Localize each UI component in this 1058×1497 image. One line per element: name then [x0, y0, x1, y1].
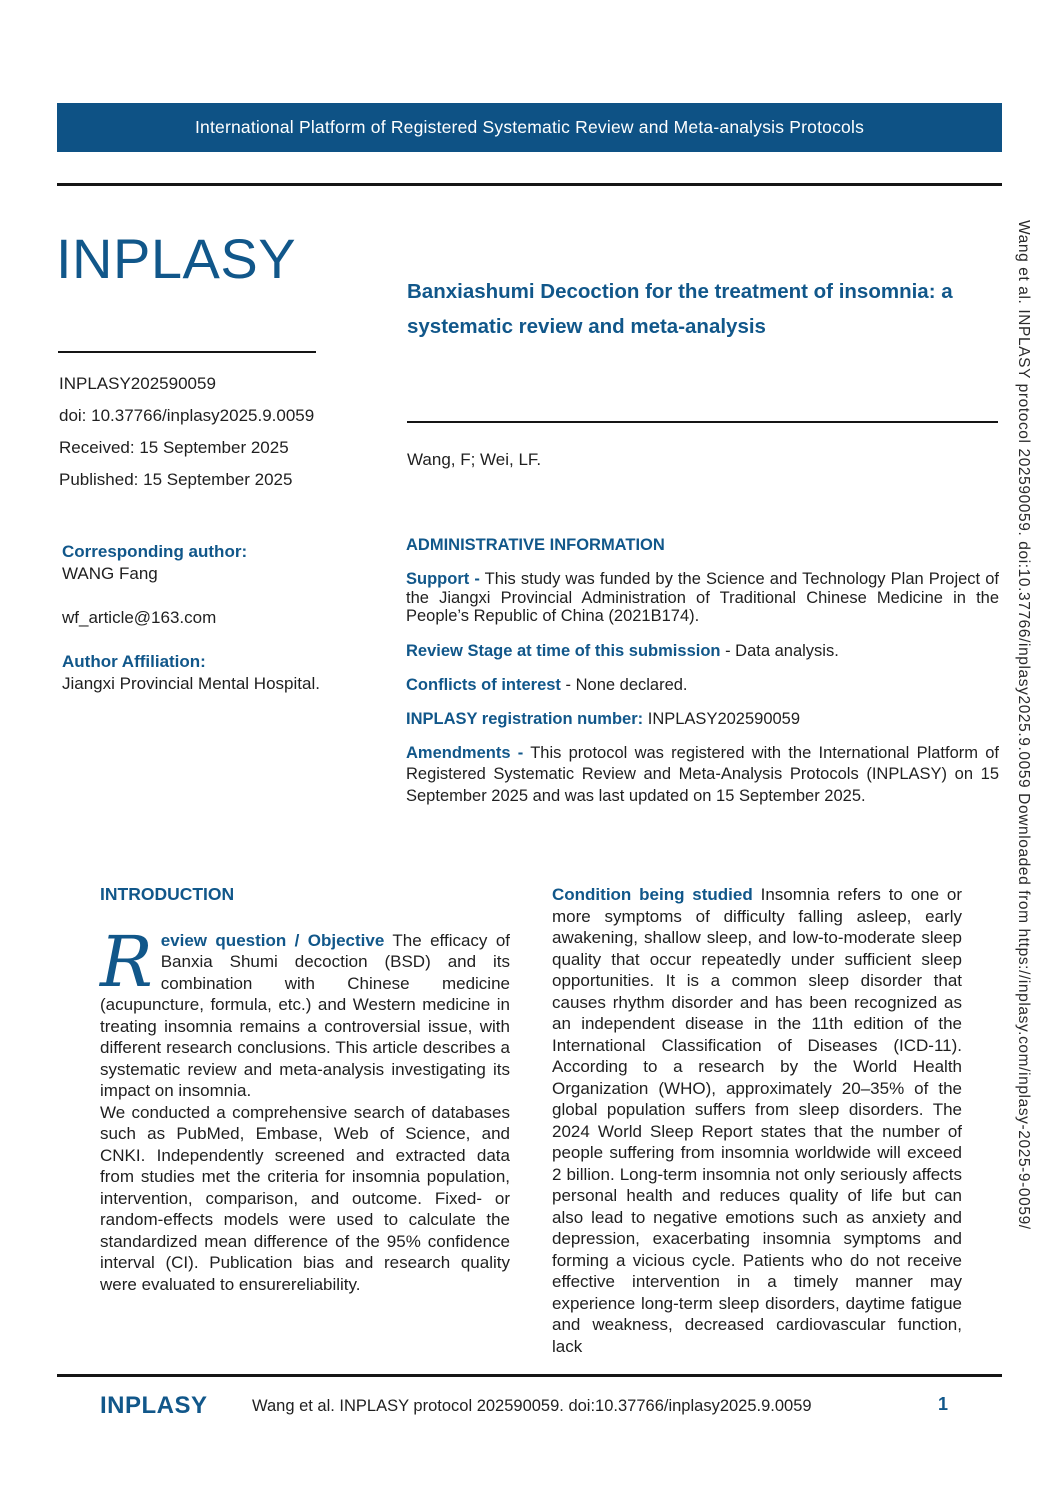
received-date: Received: 15 September 2025: [59, 438, 289, 457]
review-stage-line: [406, 641, 999, 661]
corresponding-author-label: Corresponding author:: [62, 542, 248, 561]
footer-divider: [57, 1374, 1002, 1377]
condition-text: Insomnia refers to one or more symptoms of difficulty falling asleep, early awakening, shallow sleep, and low-to-moderate sleep quality that occur repeatedly under sufficient sleep opportunities. It is a common sleep disorder that causes rhythm disorder and has been recognized as an independent disease in the 11th edition of the International Classification of Diseases (ICD-11). According to a research by the World Health Organization (WHO), approximately 20–35% of the global population suffers from sleep disorders. The 2024 World Sleep Report states that the number of people suffering from insomnia worldwide will exceed 2 billion. Long-term insomnia not only seriously affects personal health and reduces quality of life but can also lead to negative emotions such as anxiety and depression, exacerbating insomnia symptoms and forming a vicious cycle. Patients who do not receive effective intervention in a timely manner may experience long-term sleep disorders, daytime fatigue and weakness, decreased cardiovascular function, lack: [552, 885, 963, 1356]
administrative-information: [406, 536, 999, 807]
published-date: Published: 15 September 2025: [59, 470, 293, 489]
registration-number-label: INPLASY registration number:: [406, 709, 644, 728]
logo-divider: [58, 351, 316, 353]
admin-heading: ADMINISTRATIVE INFORMATION: [406, 536, 665, 554]
support-paragraph: [406, 570, 999, 626]
affiliation-label: Author Affiliation:: [62, 652, 206, 671]
condition-column: [552, 884, 962, 1357]
review-stage-text: - Data analysis.: [725, 641, 839, 660]
author-contact-block: [62, 541, 320, 695]
top-divider: [57, 183, 1002, 186]
amendments-paragraph: [406, 743, 999, 808]
conflicts-text: - None declared.: [565, 675, 688, 694]
objective-paragraph: [100, 920, 510, 1102]
platform-banner: [57, 103, 1002, 152]
sidebar-watermark-citation: Wang et al. INPLASY protocol 202590059. doi:10.37766/inplasy2025.9.0059 Downloaded from https://inplasy.com/inplasy-2025-9-0059/: [1015, 220, 1032, 1230]
page-number: 1: [938, 1394, 949, 1414]
footer-inplasy-logo: INPLASY: [100, 1392, 208, 1419]
corresponding-author-email: wf_article@163.com: [62, 608, 217, 627]
review-stage-label: Review Stage at time of this submission: [406, 641, 721, 660]
doi-line: doi: 10.37766/inplasy2025.9.0059: [59, 406, 315, 425]
support-label: Support -: [406, 570, 480, 588]
corresponding-author-name: WANG Fang: [62, 564, 158, 583]
registration-metadata: [59, 374, 314, 502]
footer-citation: Wang et al. INPLASY protocol 202590059. doi:10.37766/inplasy2025.9.0059: [252, 1397, 812, 1415]
title-divider: [407, 421, 998, 423]
amendments-text: This protocol was registered with the International Platform of Registered Systematic Review and Meta-Analysis Protocols (INPLASY) on 15 September 2025 and was last updated on 15 September 2025.: [406, 743, 1000, 805]
dropcap-letter: R: [100, 920, 153, 1003]
condition-paragraph: [552, 884, 962, 1357]
introduction-column: [100, 884, 510, 1295]
registration-number-line: [406, 709, 999, 729]
objective-label: eview question / Objective: [160, 930, 385, 950]
platform-banner-text: International Platform of Registered Systematic Review and Meta-analysis Protocols: [194, 117, 865, 137]
affiliation-value: Jiangxi Provincial Mental Hospital.: [62, 674, 320, 693]
registration-id: INPLASY202590059: [59, 374, 216, 393]
amendments-label: Amendments -: [406, 743, 524, 762]
article-title: Banxiashumi Decoction for the treatment of insomnia: a systematic review and meta-analysis: [407, 280, 953, 338]
registration-number-value: INPLASY202590059: [647, 709, 801, 728]
introduction-heading: INTRODUCTION: [100, 884, 235, 904]
objective-text: The efficacy of Banxia Shumi decoction (BSD) and its combination with Chinese medicine (acupuncture, formula, etc.) and Western medicine in treating insomnia remains a controversial issue, with different research conclusions. This article describes a systematic review and meta-analysis investigating its impact on insomnia.: [100, 930, 510, 1100]
conflicts-label: Conflicts of interest: [406, 675, 561, 694]
condition-label: Condition being studied: [552, 885, 753, 904]
conflicts-line: [406, 675, 999, 695]
inplasy-logo: INPLASY: [56, 227, 297, 290]
methods-paragraph: We conducted a comprehensive search of databases such as PubMed, Embase, Web of Science, and CNKI. Independently screened and extracted data from studies met the criteria for insomnia population, intervention, comparison, and outcome. Fixed- or random-effects models were used to calculate the standardized mean difference of the 95% confidence interval (CI). Publication bias and research quality were evaluated to ensurereliability.: [100, 1102, 510, 1294]
article-authors: Wang, F; Wei, LF.: [407, 450, 542, 469]
support-text: This study was funded by the Science and Technology Plan Project of the Jiangxi Provincial Administration of Traditional Chinese Medicine in the People’s Republic of China (2021B174).: [406, 570, 999, 625]
